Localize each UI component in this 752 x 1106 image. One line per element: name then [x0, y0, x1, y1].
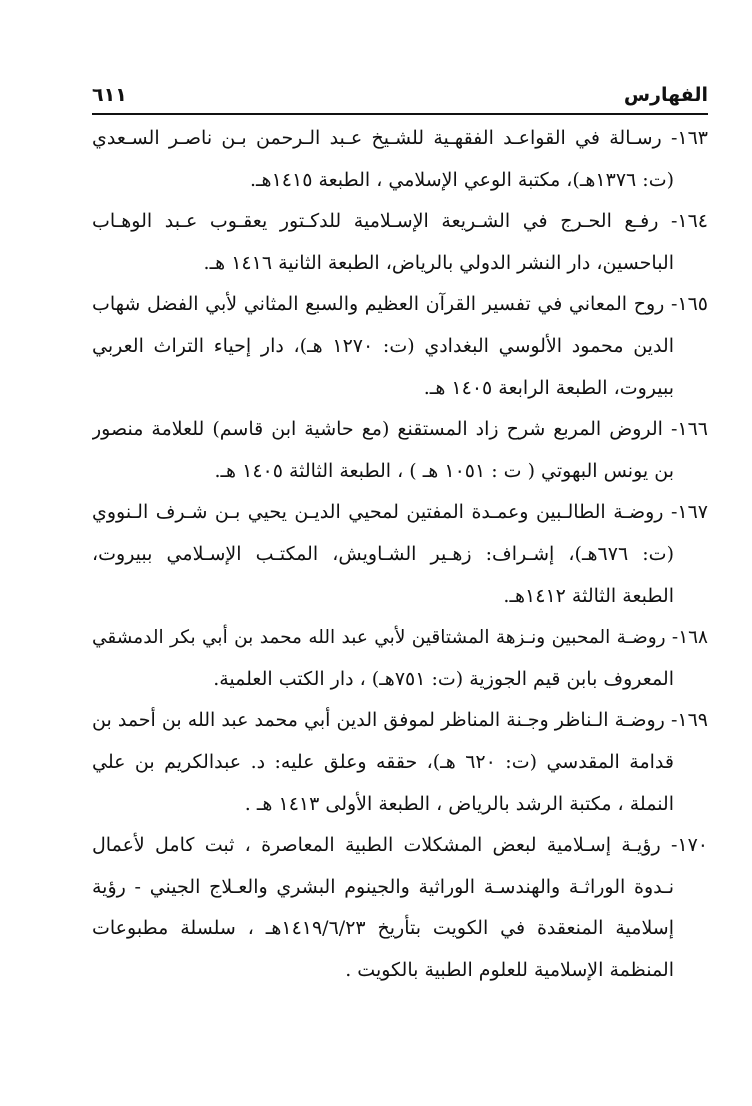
bibliography-entry-165 — [92, 284, 708, 409]
page-header — [92, 70, 708, 110]
entry-line: إسلامية المنعقدة في الكويت بتأريخ ١٤١٩/٦/٢٣هـ ، سلسلة مطبوعات — [92, 917, 674, 940]
entry-line: ١٦٨- روضـة المحبين ونـزهة المشتاقين لأبي عبد الله محمد بن أبي بكر الدمشقي — [92, 627, 708, 649]
entry-line: ١٦٤- رفـع الحـرج في الشـريعة الإسـلامية للدكـتور يعقـوب عـبد الوهـاب — [92, 210, 708, 233]
running-title: الفهارس — [623, 84, 708, 106]
entry-line: المنظمة الإسلامية للعلوم الطبية بالكويت . — [345, 958, 674, 981]
header-rule — [92, 113, 708, 115]
entry-line: النملة ، مكتبة الرشد بالرياض ، الطبعة الأولى ١٤١٣ هـ . — [244, 792, 674, 815]
bibliography-entry-166 — [92, 409, 708, 492]
page-number: ٦١١ — [92, 84, 127, 106]
bibliography-entry-164 — [92, 201, 708, 284]
entry-line: ١٦٩- روضـة الـناظر وجـنة المناظر لموفق الدين أبي محمد عبد الله بن أحمد بن — [92, 709, 708, 732]
entry-line: ١٧٠- رؤيـة إسـلامية لبعض المشكلات الطبية المعاصرة ، ثبت كامل لأعمال — [92, 834, 708, 857]
entry-line: ١٦٥- روح المعاني في تفسير القرآن العظيم والسبع المثاني لأبي الفضل شهاب — [92, 293, 708, 316]
entry-line: الباحسين، دار النشر الدولي بالرياض، الطبعة الثانية ١٤١٦ هـ. — [203, 251, 674, 274]
entry-line: قدامة المقدسي (ت: ٦٢٠ هـ)، حققه وعلق عليه: د. عبدالكريم بن علي — [92, 750, 674, 773]
entry-line: نـدوة الوراثـة والهندسـة الوراثية والجينوم البشري والعـلاج الجيني - رؤية — [92, 875, 674, 898]
entry-line: الدين محمود الألوسي البغدادي (ت: ١٢٧٠ هـ)، دار إحياء التراث العربي — [92, 334, 674, 357]
entry-line: المعروف بابن قيم الجوزية (ت: ٧٥١هـ) ، دار الكتب العلمية. — [213, 667, 674, 690]
entry-line: الطبعة الثالثة ١٤١٢هـ. — [503, 584, 674, 607]
entry-line: ١٦٧- روضـة الطالـبين وعمـدة المفتين لمحيي الديـن يحيي بـن شـرف الـنووي — [92, 501, 708, 524]
bibliography-entry-163 — [92, 118, 708, 201]
entry-line: ١٦٦- الروض المربع شرح زاد المستقنع (مع حاشية ابن قاسم) للعلامة منصور — [92, 418, 708, 441]
entry-line: ١٦٣- رسـالة في القواعـد الفقهـية للشـيخ عـبد الـرحمن بـن ناصـر السـعدي — [92, 127, 708, 149]
bibliography-entry-167 — [92, 492, 708, 617]
bibliography-entry-170 — [92, 825, 708, 991]
entry-line: (ت: ٦٧٦هـ)، إشـراف: زهـير الشـاويش، المكتـب الإسـلامي ببيروت، — [92, 542, 674, 565]
bibliography-list — [92, 118, 708, 991]
entry-line: بن يونس البهوتي ( ت : ١٠٥١ هـ ) ، الطبعة الثالثة ١٤٠٥ هـ. — [214, 459, 674, 482]
bibliography-entry-168 — [92, 617, 708, 700]
bibliography-entry-169 — [92, 700, 708, 825]
entry-line: ببيروت، الطبعة الرابعة ١٤٠٥ هـ. — [423, 376, 674, 399]
entry-line: (ت: ١٣٧٦هـ)، مكتبة الوعي الإسلامي ، الطبعة ١٤١٥هـ. — [249, 168, 674, 191]
